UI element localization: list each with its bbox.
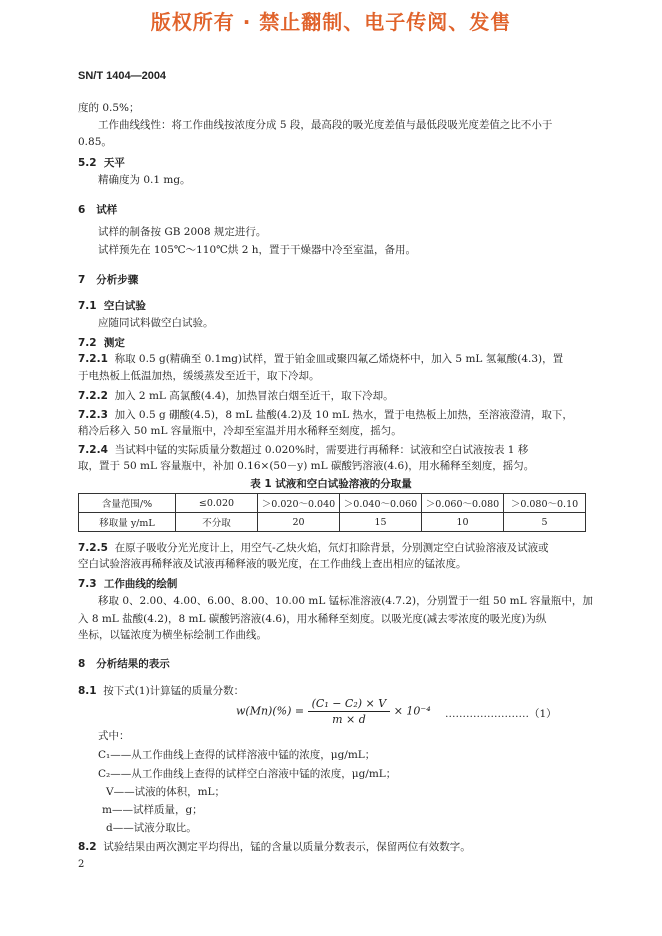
text-line: 入 8 mL 盐酸(4.2)，8 mL 碳酸钙溶液(4.6)，用水稀释至刻度。以吸光度(减去零浓度的吸光度)为纵 xyxy=(78,613,547,625)
formula-1 xyxy=(236,697,431,726)
text-line: 按下式(1)计算锰的质量分数： xyxy=(103,685,245,697)
text-line: 应随同试料做空白试验。 xyxy=(98,317,214,329)
table-cell: ＞0.060～0.080 xyxy=(422,494,504,513)
text-line: 加入 0.5 g 硼酸(4.5)，8 mL 盐酸(4.2)及 10 mL 热水，置于电热板上加热，至溶液澄清，取下， xyxy=(114,409,573,421)
section-7-3-heading xyxy=(78,576,177,591)
section-7-heading xyxy=(78,272,138,287)
standard-code: SN/T 1404—2004 xyxy=(78,70,167,82)
text-line: 取，置于 50 mL 容量瓶中，补加 0.16×(50－y) mL 碳酸钙溶液(4.6)，用水稀释至刻度，摇匀。 xyxy=(78,460,535,472)
clause-number: 7.2.1 xyxy=(78,353,108,365)
table-cell: 10 xyxy=(422,513,504,532)
variable-definition: C₂——从工作曲线上查得的试样空白溶液中锰的浓度，μg/mL； xyxy=(98,768,397,780)
variable-definition: d——试液分取比。 xyxy=(106,822,197,834)
formula-lhs: w(Mn)(%) = xyxy=(236,704,305,718)
variable-definition: m——试样质量，g； xyxy=(102,804,203,816)
text-line: 式中： xyxy=(98,730,130,742)
formula-factor: × 10⁻⁴ xyxy=(393,704,431,718)
text-line: 稍冷后移入 50 mL 容量瓶中，冷却至室温并用水稀释至刻度，摇匀。 xyxy=(78,425,402,437)
text-line: 加入 2 mL 高氯酸(4.4)，加热冒浓白烟至近干，取下冷却。 xyxy=(114,390,394,402)
section-title: 工作曲线的绘制 xyxy=(103,578,178,590)
section-number: 7.2 xyxy=(78,337,97,349)
clause-number: 8.2 xyxy=(78,841,97,853)
variable-definition: C₁——从工作曲线上查得的试样溶液中锰的浓度，μg/mL； xyxy=(98,749,376,761)
section-5-2-heading xyxy=(78,155,125,170)
clause-number: 7.2.4 xyxy=(78,444,108,456)
text-line: 试样预先在 105℃～110℃烘 2 h，置于干燥器中冷至室温，备用。 xyxy=(98,244,417,256)
text-line: 度的 0.5%； xyxy=(78,102,140,114)
clause-number: 7.2.3 xyxy=(78,409,108,421)
formula-fraction xyxy=(308,697,391,726)
text-line: 于电热板上低温加热，缓缓蒸发至近干，取下冷却。 xyxy=(78,370,320,382)
section-7-2-heading xyxy=(78,335,125,350)
table-cell: 不分取 xyxy=(176,513,258,532)
section-number: 7 xyxy=(78,274,86,286)
table-header-cell: 移取量 y/mL xyxy=(79,513,176,532)
clause-number: 7.2.5 xyxy=(78,542,108,554)
section-title: 空白试验 xyxy=(103,300,146,312)
section-title: 测定 xyxy=(103,337,125,349)
text-line: 空白试验溶液再稀释液及试液再稀释液的吸光度，在工作曲线上查出相应的锰浓度。 xyxy=(78,558,467,570)
clause-7-2-2 xyxy=(78,388,394,404)
section-8-heading xyxy=(78,656,170,671)
section-title: 分析步骤 xyxy=(96,274,139,286)
section-7-1-heading xyxy=(78,298,146,313)
variable-definition: V——试液的体积，mL； xyxy=(106,786,226,798)
page-number: 2 xyxy=(78,859,85,870)
clause-7-2-3 xyxy=(78,407,573,423)
table-cell: ＞0.080～0.10 xyxy=(504,494,586,513)
table-cell: 5 xyxy=(504,513,586,532)
text-line: 坐标，以锰浓度为横坐标绘制工作曲线。 xyxy=(78,629,267,641)
table-row xyxy=(79,513,586,532)
formula-denominator: m × d xyxy=(332,713,366,726)
table-header-cell: 含量范围/% xyxy=(79,494,176,513)
section-number: 8 xyxy=(78,658,86,670)
text-line: 在原子吸收分光光度计上，用空气-乙炔火焰，氘灯扣除背景，分别测定空白试验溶液及试液或 xyxy=(114,542,549,554)
clause-7-2-5 xyxy=(78,540,549,556)
section-title: 天平 xyxy=(103,157,125,169)
text-line: 移取 0、2.00、4.00、6.00、8.00、10.00 mL 锰标准溶液(4.7.2)，分别置于一组 50 mL 容量瓶中，加 xyxy=(98,595,593,607)
table-cell: ≤0.020 xyxy=(176,494,258,513)
clause-7-2-4 xyxy=(78,442,528,458)
section-6-heading xyxy=(78,202,117,217)
section-number: 5.2 xyxy=(78,157,97,169)
text-line: 试验结果由两次测定平均得出，锰的含量以质量分数表示，保留两位有效数字。 xyxy=(103,841,471,853)
section-number: 7.1 xyxy=(78,300,97,312)
text-line: 精确度为 0.1 mg。 xyxy=(98,174,191,186)
text-line: 当试料中锰的实际质量分数超过 0.020%时，需要进行再稀释：试液和空白试液按表 1 移 xyxy=(114,444,529,456)
clause-7-2-1 xyxy=(78,351,563,367)
table-title: 表 1 试液和空白试验溶液的分取量 xyxy=(250,478,412,490)
table-cell: ＞0.020～0.040 xyxy=(258,494,340,513)
text-line: 0.85。 xyxy=(78,136,112,148)
clause-8-2 xyxy=(78,839,471,855)
watermark-banner: 版权所有 · 禁止翻制、电子传阅、发售 xyxy=(150,10,512,34)
formula-numerator: (C₁ − C₂) × V xyxy=(308,697,391,712)
section-title: 试样 xyxy=(96,204,118,216)
text-line: 工作曲线线性：将工作曲线按浓度分成 5 段，最高段的吸光度差值与最低段吸光度差值之比不小于 xyxy=(98,119,553,131)
clause-number: 7.2.2 xyxy=(78,390,108,402)
text-line: 试样的制备按 GB 2008 规定进行。 xyxy=(98,226,267,238)
table-cell: 15 xyxy=(340,513,422,532)
dilution-table xyxy=(78,493,586,532)
clause-8-1 xyxy=(78,683,244,699)
clause-number: 8.1 xyxy=(78,685,97,697)
table-row xyxy=(79,494,586,513)
table-cell: ＞0.040～0.060 xyxy=(340,494,422,513)
section-title: 分析结果的表示 xyxy=(96,658,170,670)
section-number: 6 xyxy=(78,204,86,216)
section-number: 7.3 xyxy=(78,578,97,590)
equation-number: ……………………（1） xyxy=(445,708,557,720)
table-cell: 20 xyxy=(258,513,340,532)
text-line: 称取 0.5 g(精确至 0.1mg)试样，置于铂金皿或聚四氟乙烯烧杯中，加入 5 mL 氢氟酸(4.3)，置 xyxy=(114,353,564,365)
